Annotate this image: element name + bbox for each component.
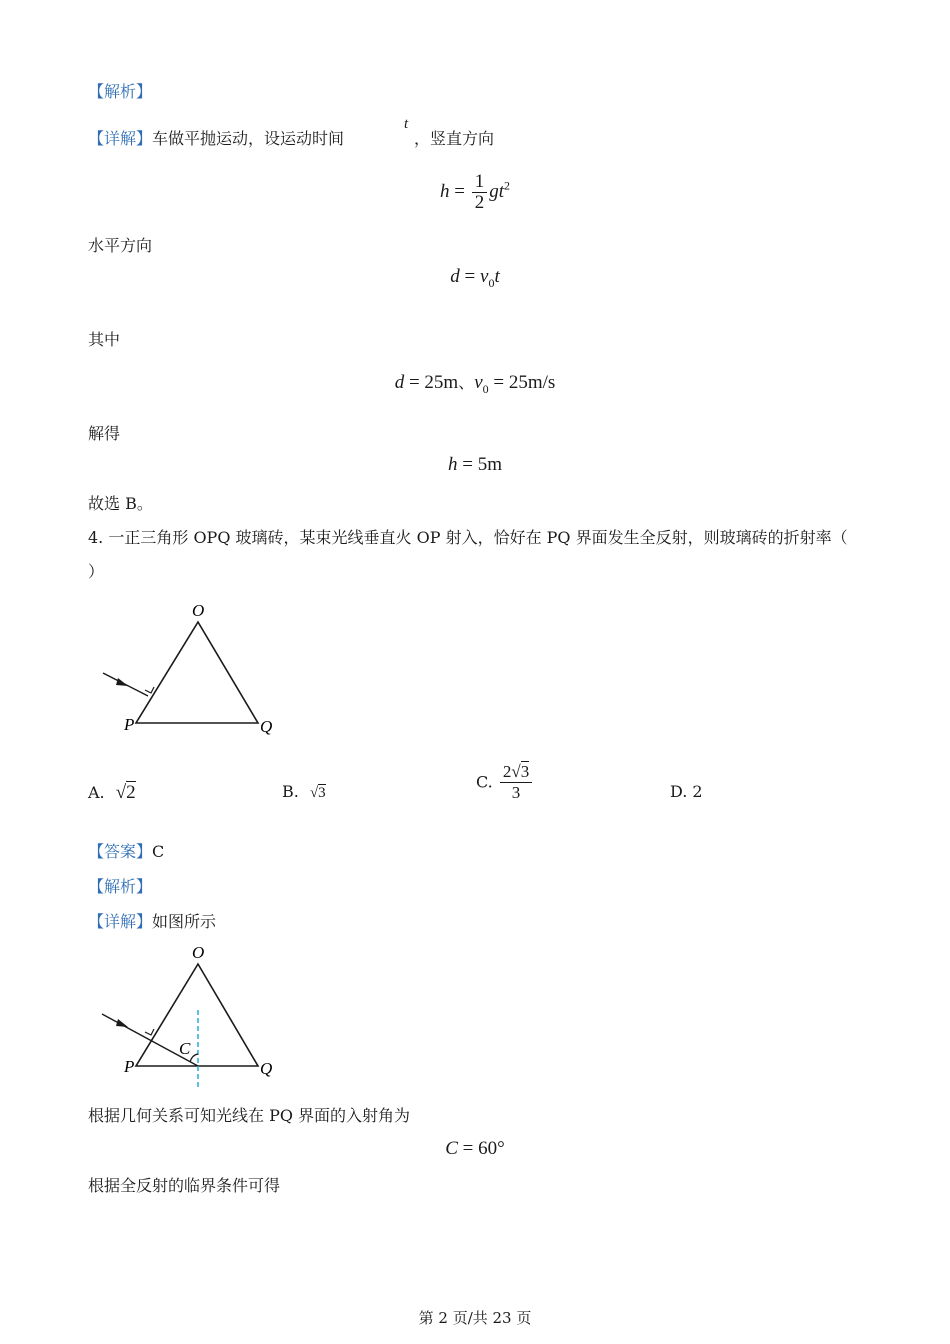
critical-text: 根据全反射的临界条件可得 (88, 1176, 281, 1195)
detail-text-2: 如图所示 (152, 912, 217, 931)
triangle-figure (90, 596, 290, 741)
detail-paragraph-2 (88, 912, 216, 932)
detail-paragraph (88, 129, 344, 149)
equation-c: C = 60° (445, 1138, 505, 1159)
equation-given: d = 25m、$v_0 = 25m/s$ (394, 372, 556, 396)
question4-stem: 4. 一正三角形 OPQ 玻璃砖，某束光线垂直火 OP 射入，恰好在 PQ 界面发生全反射，则玻璃砖的折射率（ (88, 528, 848, 547)
analysis-label: 【解析】 (88, 82, 153, 101)
label-o: O (192, 601, 205, 620)
horizontal-label: 水平方向 (88, 236, 153, 255)
label-p-2: P (124, 1057, 135, 1076)
answer-value: C (152, 842, 165, 861)
label-c: C (179, 1039, 191, 1058)
detail-label: 【详解】 (88, 129, 153, 148)
detail-text-a: 车做平抛运动，设运动时间 (152, 129, 345, 148)
equation-d: $d = v_0t$ (450, 266, 500, 290)
analysis-label-2: 【解析】 (88, 877, 153, 896)
geometry-text: 根据几何关系可知光线在 PQ 界面的入射角为 (88, 1106, 411, 1125)
option-b[interactable]: B. √3 (282, 782, 326, 801)
label-p: P (124, 715, 135, 734)
option-d[interactable]: D. 2 (670, 782, 703, 801)
page-footer: 第 2 页/共 23 页 (418, 1309, 532, 1327)
option-a[interactable]: A. √2 (88, 782, 136, 803)
choose-b: 故选 B。 (88, 494, 153, 513)
var-t: t (404, 116, 409, 132)
label-o-2: O (192, 943, 205, 962)
label-q: Q (260, 717, 273, 736)
label-q-2: Q (260, 1059, 273, 1078)
triangle-figure-2 (90, 938, 290, 1088)
option-c[interactable]: C. $\frac{2√3}{3}$ (476, 762, 534, 803)
answer-line (88, 842, 164, 862)
where-label: 其中 (88, 330, 121, 349)
equation-h: h = $\frac{1}{2}$ $gt^2$ (440, 171, 510, 213)
question4-stem-close: ） (88, 562, 105, 581)
detail-label-2: 【详解】 (88, 912, 153, 931)
answer-label: 【答案】 (88, 842, 153, 861)
detail-text-b: ，竖直方向 (414, 129, 495, 148)
equation-result-h: h = 5m (448, 454, 502, 475)
solve-label: 解得 (88, 424, 121, 443)
